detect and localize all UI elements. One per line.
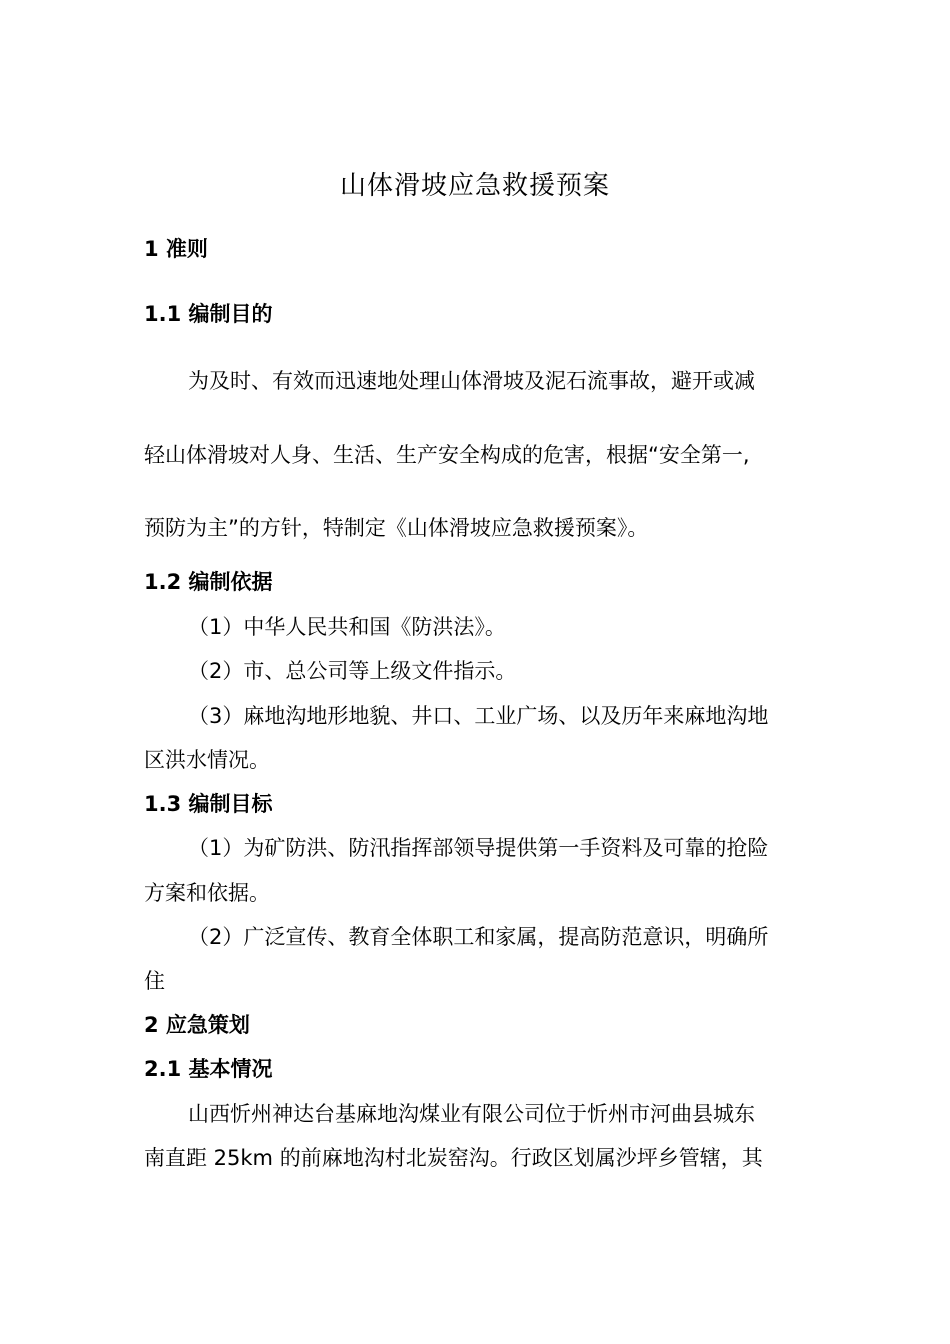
- document-title: 山体滑坡应急救援预案: [339, 171, 610, 201]
- list-item-continuation: 方案和依据。: [144, 881, 270, 905]
- section-heading-1: 1 准则: [144, 237, 208, 261]
- list-item: （1）中华人民共和国《防洪法》。: [188, 615, 506, 639]
- list-item: （3）麻地沟地形地貌、井口、工业广场、以及历年来麻地沟地: [188, 704, 769, 728]
- section-heading-1-2: 1.2 编制依据: [144, 570, 273, 594]
- paragraph-line: 轻山体滑坡对人身、生活、生产安全构成的危害，根据“安全第一,: [144, 443, 750, 467]
- section-heading-2: 2 应急策划: [144, 1013, 250, 1037]
- list-item: （2）广泛宣传、教育全体职工和家属，提高防范意识，明确所: [188, 925, 769, 949]
- list-item: （2）市、总公司等上级文件指示。: [188, 659, 517, 683]
- paragraph-line: 预防为主”的方针，特制定《山体滑坡应急救援预案》。: [144, 516, 649, 540]
- section-heading-1-3: 1.3 编制目标: [144, 792, 273, 816]
- section-heading-2-1: 2.1 基本情况: [144, 1057, 273, 1081]
- paragraph-line: 为及时、有效而迅速地处理山体滑坡及泥石流事故，避开或减: [188, 369, 755, 393]
- list-item: （1）为矿防洪、防汛指挥部领导提供第一手资料及可靠的抢险: [188, 836, 769, 860]
- section-heading-1-1: 1.1 编制目的: [144, 302, 273, 326]
- list-item-continuation: 住: [144, 969, 165, 993]
- paragraph-line: 山西忻州神达台基麻地沟煤业有限公司位于忻州市河曲县城东: [188, 1102, 755, 1126]
- list-item-continuation: 区洪水情况。: [144, 748, 270, 772]
- paragraph-line: 南直距 25km 的前麻地沟村北炭窑沟。行政区划属沙坪乡管辖，其: [144, 1146, 763, 1170]
